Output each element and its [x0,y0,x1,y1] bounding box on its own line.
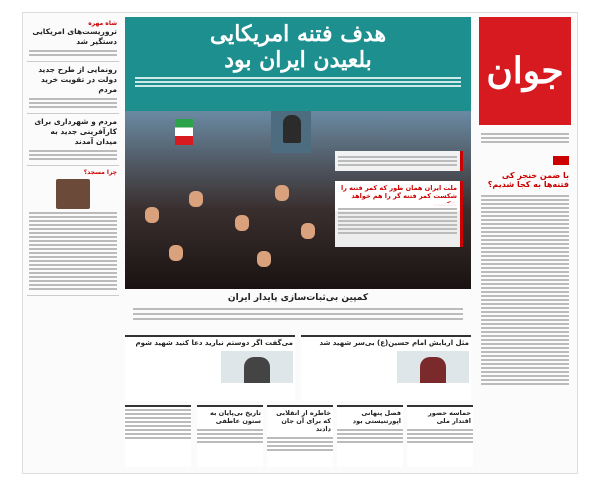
right-column [479,129,571,469]
bottom-story-3-title: خاطره از انقلابی که برای آن جان دادند [276,409,331,433]
story-right-title: مثل اربابش امام حسین(ع) بی‌سر شهید شد [319,339,469,347]
bottom-story-4-title: تاریخ بی‌پایان به ستون عاطفی [210,409,261,425]
crowd-photo [125,111,471,289]
left-item-3[interactable] [27,114,119,166]
quote-box [335,151,463,171]
left-item-4[interactable] [27,166,119,296]
main-headline [125,17,471,73]
raised-hand-image [235,215,249,231]
masthead-meta [479,129,571,147]
left-item-4-kicker: چرا مسجد؟ [83,169,117,176]
raised-hand-image [169,245,183,261]
left-item-1[interactable] [27,17,119,62]
bottom-story-1-title: حماسه حضور اقتدار ملی [428,409,471,425]
bottom-story-1[interactable] [407,405,473,467]
main-headline-line-1: هدف فتنه امریکایی [209,21,387,47]
raised-hand-image [301,223,315,239]
bottom-story-2[interactable] [337,405,403,467]
speaker-figure-image [283,115,301,143]
story-left-photo [221,351,293,383]
left-item-2[interactable] [27,62,119,114]
columnist-photo [56,179,90,209]
left-item-1-kicker: شاه مهره [88,20,117,27]
iran-flag-image [175,119,193,145]
sub-headline[interactable]: کمپین بی‌ثبات‌سازی پایدار ایران [227,293,369,303]
left-item-1-headline: تروریست‌های امریکایی دستگیر شد [32,27,117,46]
sub-headline-body [125,305,471,323]
masthead-title: جوان [486,50,564,92]
story-left[interactable] [125,335,295,401]
left-item-3-headline: مردم و شهرداری برای کارآفرینی جدید به میدان آمدند [34,117,117,146]
left-sidebar [27,17,119,469]
raised-hand-image [189,191,203,207]
raised-hand-image [257,251,271,267]
right-column-headline: با ضمن خنجر کی فتنه‌ها به کجا شدیم؟ [487,171,569,189]
raised-hand-image [145,207,159,223]
story-right[interactable] [301,335,471,401]
main-feature[interactable] [125,17,471,289]
raised-hand-image [275,185,289,201]
bottom-story-5[interactable] [125,405,191,467]
quote-highlight: ملت ایران همان طور که کمر فتنه را شکست کمر فتنه گر را هم خواهد [335,181,463,211]
section-tag [553,156,569,165]
bottom-story-3[interactable] [267,405,333,467]
right-column-body [479,191,571,389]
main-headline-line-2: بلعیدن ایران بود [224,47,372,73]
bottom-story-2-title: فصل پنهانی اپورتنیستی بود [352,409,401,425]
newspaper-page [22,12,578,474]
main-lead [125,73,471,91]
masthead-logo [479,17,571,125]
story-left-title: می‌گفت اگر دوستم نبارید دعا کنید شهید شوم [135,339,293,347]
story-right-photo [397,351,469,383]
bottom-story-4[interactable] [197,405,263,467]
left-item-2-headline: رونمایی از طرح جدید دولت در تقویت خرید مردم [38,65,117,94]
quote-body [335,203,463,247]
